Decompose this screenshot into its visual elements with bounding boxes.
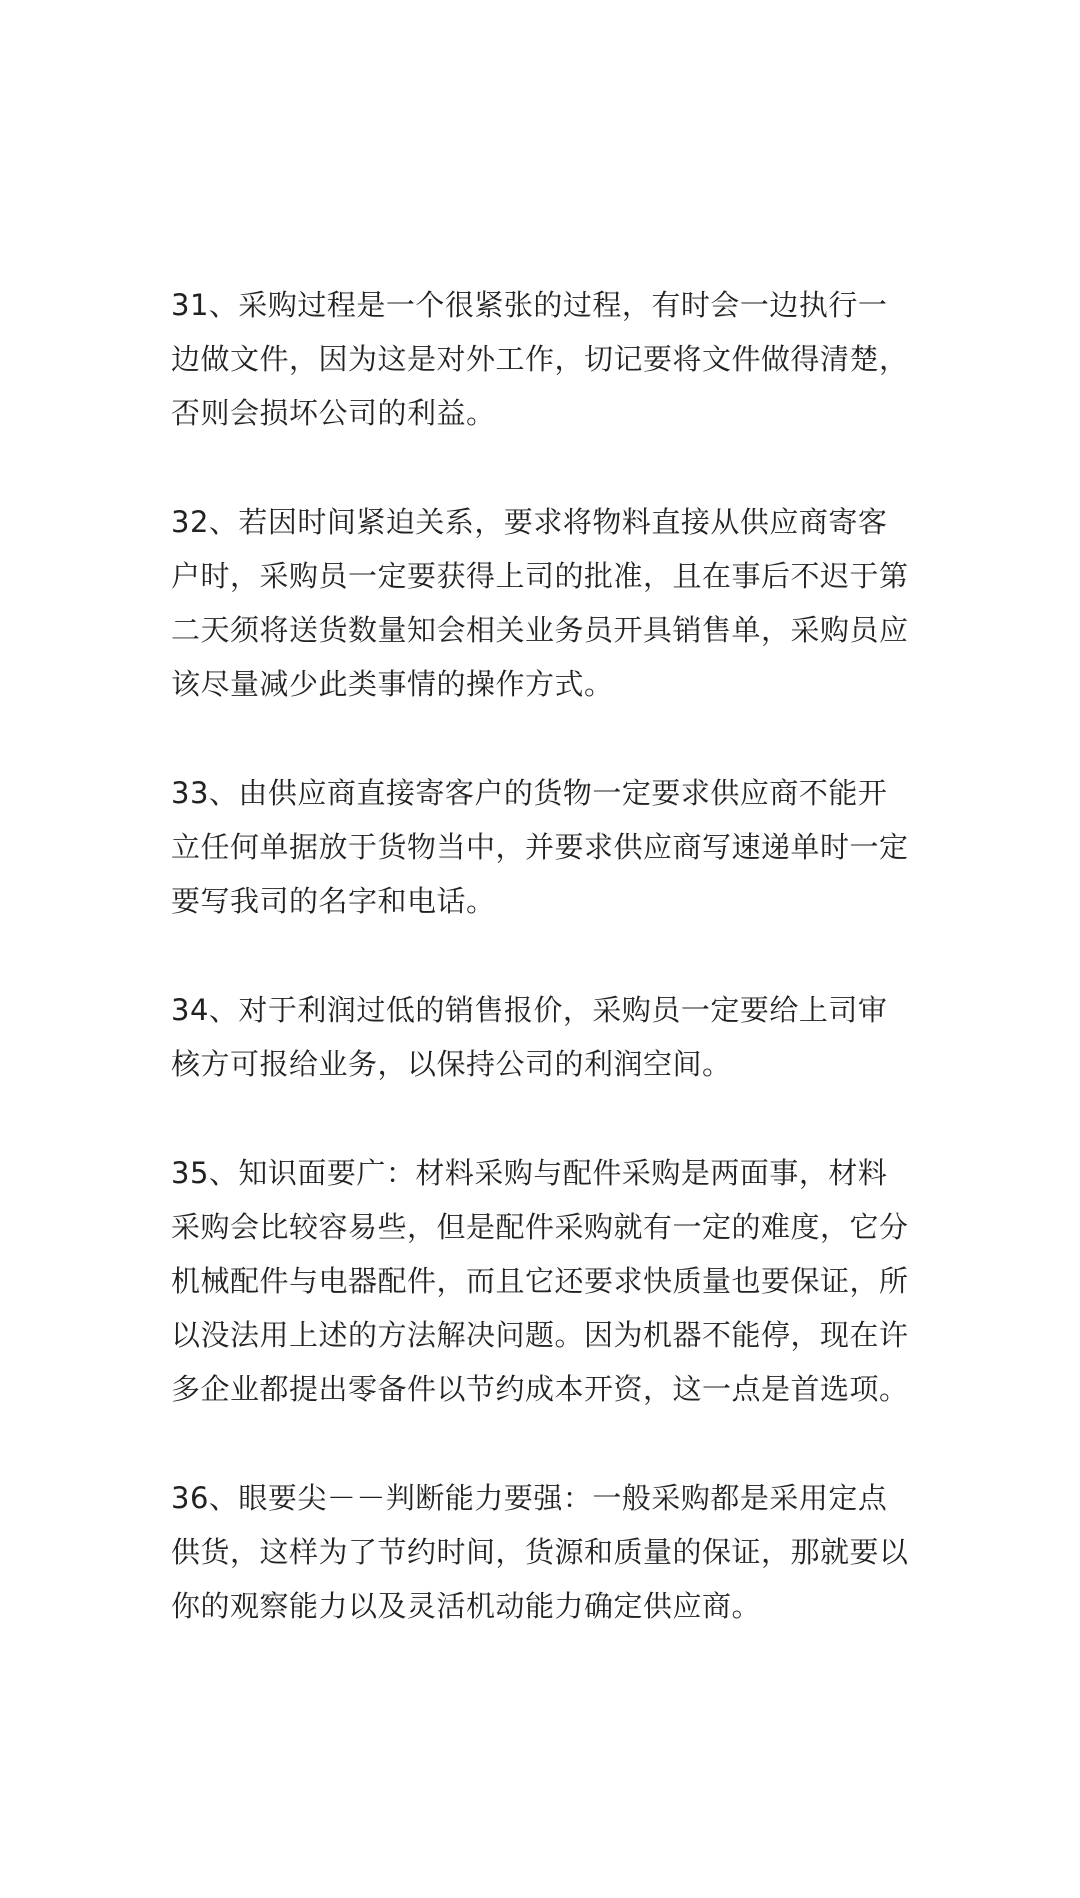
article-body [171, 278, 916, 1688]
paragraph-36: 36、眼要尖－－判断能力要强：一般采购都是采用定点供货，这样为了节约时间，货源和质量的保证，那就要以你的观察能力以及灵活机动能力确定供应商。 [171, 1481, 909, 1623]
paragraph-34: 34、对于利润过低的销售报价，采购员一定要给上司审核方可报给业务，以保持公司的利润空间。 [171, 993, 888, 1081]
paragraph-32: 32、若因时间紧迫关系，要求将物料直接从供应商寄客户时，采购员一定要获得上司的批准，且在事后不迟于第二天须将送货数量知会相关业务员开具销售单，采购员应该尽量减少此类事情的操作方式。 [171, 505, 909, 701]
paragraph-33: 33、由供应商直接寄客户的货物一定要求供应商不能开立任何单据放于货物当中，并要求供应商写速递单时一定要写我司的名字和电话。 [171, 776, 909, 918]
paragraph-31: 31、采购过程是一个很紧张的过程，有时会一边执行一边做文件，因为这是对外工作，切记要将文件做得清楚，否则会损坏公司的利益。 [171, 288, 909, 430]
paragraph-35: 35、知识面要广：材料采购与配件采购是两面事，材料采购会比较容易些，但是配件采购就有一定的难度，它分机械配件与电器配件，而且它还要求快质量也要保证，所以没法用上述的方法解决问题。因为机器不能停，现在许多企业都提出零备件以节约成本开资，这一点是首选项。 [171, 1156, 909, 1406]
